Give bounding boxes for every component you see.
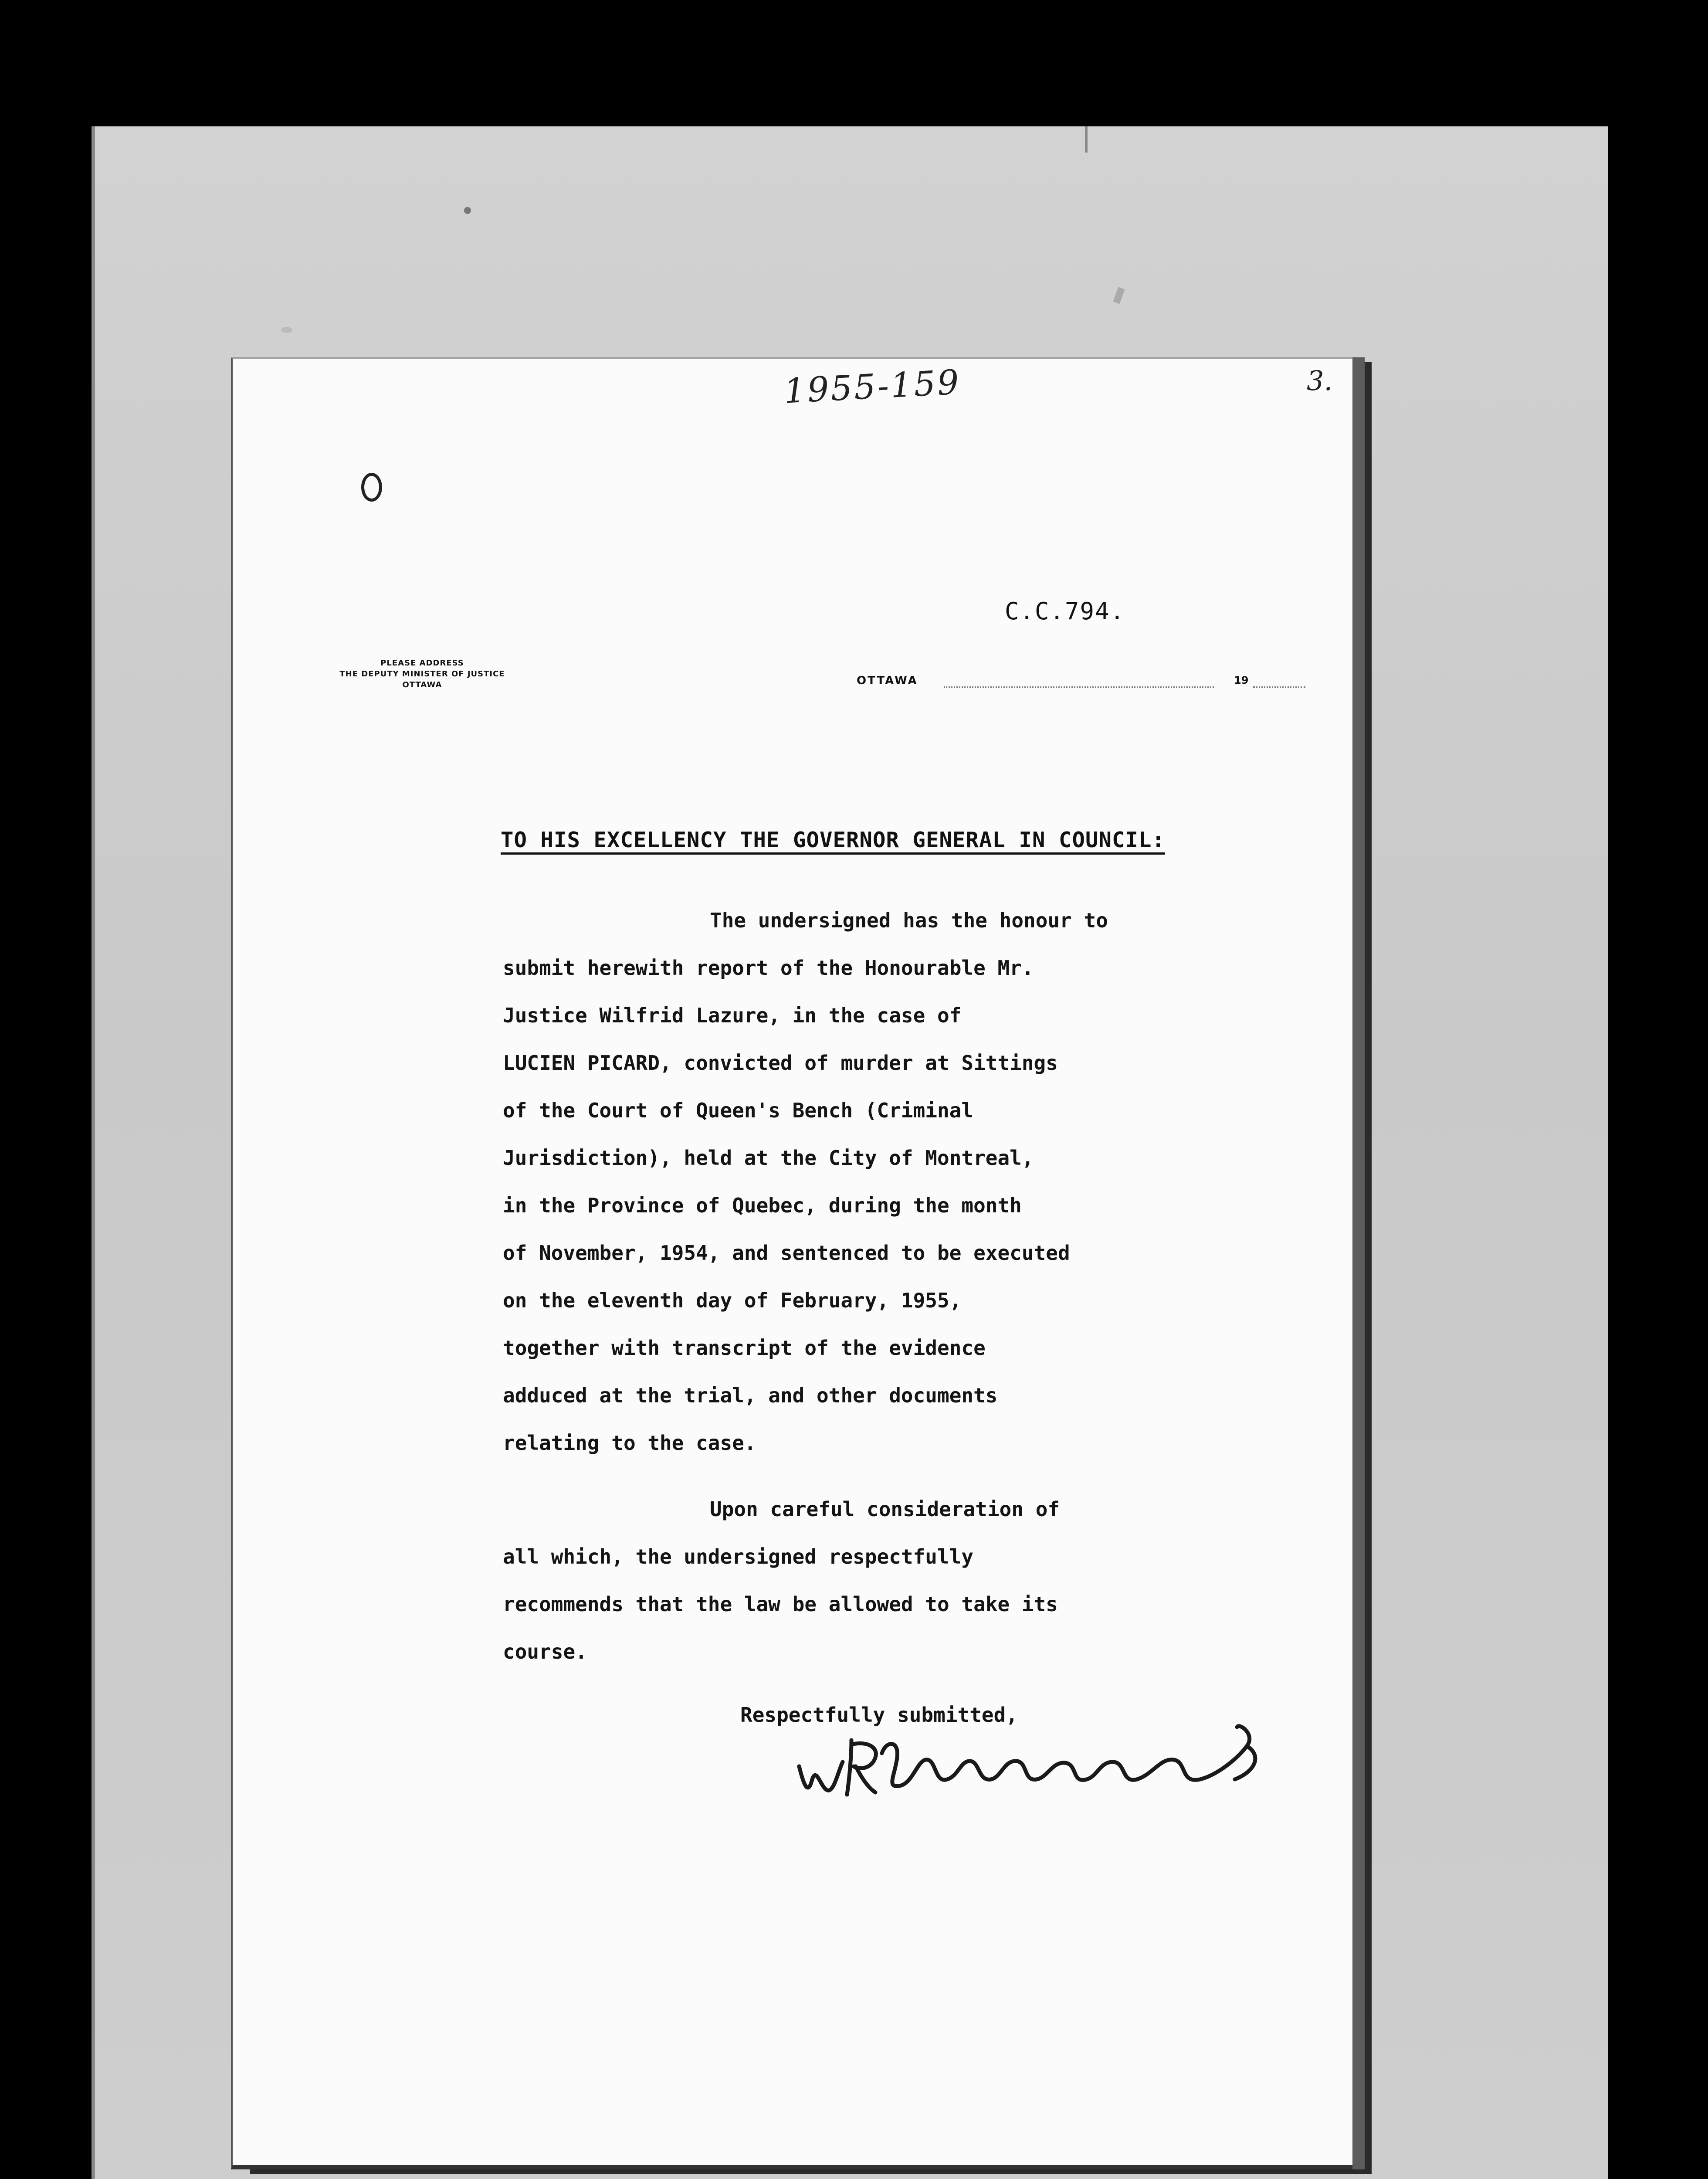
body-line: course. [503,1640,587,1663]
signature-icon [786,1714,1291,1827]
punch-hole-icon [361,473,382,502]
place-label: OTTAWA [857,674,918,687]
body-line: of the Court of Queen's Bench (Criminal [503,1099,974,1122]
letterhead-line: OTTAWA [402,680,442,689]
body-line: LUCIEN PICARD, convicted of murder at Sittings [503,1051,1058,1075]
film-speck [281,327,292,333]
body-line: on the eleventh day of February, 1955, [503,1289,962,1312]
body-line: recommends that the law be allowed to take its [503,1592,1058,1616]
letterhead-line: PLEASE ADDRESS [380,658,464,668]
date-fill-line [944,686,1214,688]
year-fill-line [1253,686,1305,688]
document-page [231,357,1352,2169]
closing-line: Respectfully submitted, [740,1703,1018,1727]
letterhead-line: THE DEPUTY MINISTER OF JUSTICE [339,669,505,679]
reference-number: C.C.794. [1005,597,1125,625]
film-scratch [1085,126,1088,153]
letterhead [300,658,544,690]
year-prefix: 19 [1234,674,1249,686]
body-line: in the Province of Quebec, during the month [503,1194,1022,1217]
body-line: relating to the case. [503,1431,756,1455]
body-line: submit herewith report of the Honourable Mr. [503,956,1034,980]
film-speck [464,207,471,214]
body-line: all which, the undersigned respectfully [503,1545,974,1568]
body-line: of November, 1954, and sentenced to be executed [503,1241,1070,1265]
body-line: Upon careful consideration of [710,1497,1060,1521]
body-line: adduced at the trial, and other documents [503,1384,998,1407]
salutation: TO HIS EXCELLENCY THE GOVERNOR GENERAL IN COUNCIL: [501,828,1166,852]
body-line: together with transcript of the evidence [503,1336,986,1360]
film-edge [92,126,95,2179]
body-line: The undersigned has the honour to [710,909,1108,932]
handwritten-file-number: 1955-159 [783,363,962,411]
body-line: Justice Wilfrid Lazure, in the case of [503,1004,962,1027]
body-line: Jurisdiction), held at the City of Montreal, [503,1146,1034,1170]
handwritten-page-number: 3. [1307,365,1333,397]
